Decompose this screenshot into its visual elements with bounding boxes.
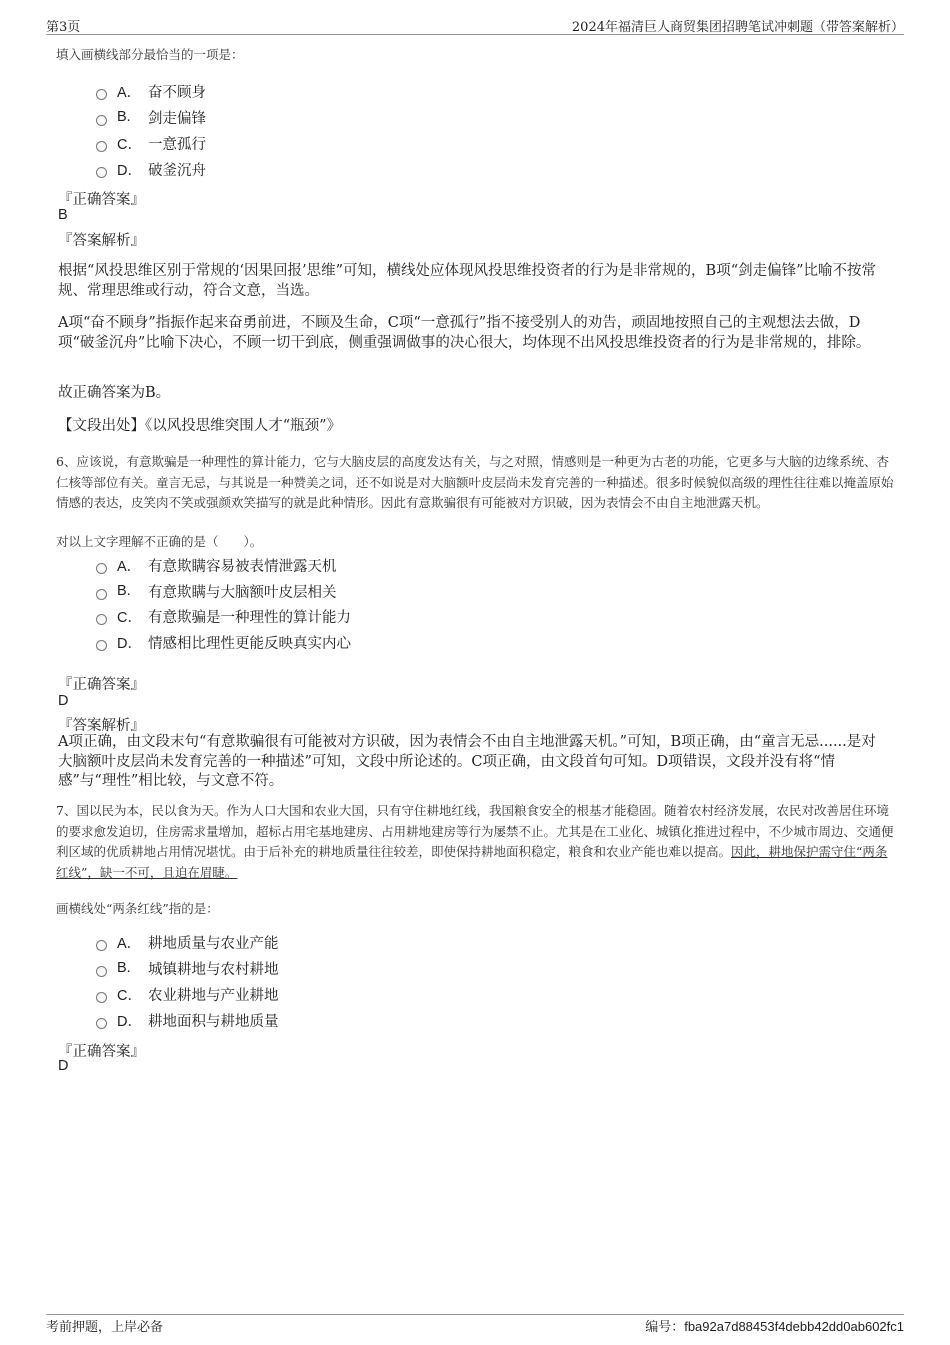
q5-option-d[interactable]: D． 破釜沉舟 <box>96 159 206 179</box>
q6-analysis-label: 『答案解析』 <box>58 718 145 734</box>
q6-analysis: A项正确，由文段末句“有意欺骗很有可能被对方识破，因为表情会不由自主地泄露天机。”可知，B项正确，由“童言无忌......是对大脑额叶皮层尚未发育完善的一种描述”可知，文段中所论述的。C项正确，由文段首句可知。D项错误，文段并没有将“情感”与“理性”相比较，与文意不符。 <box>58 734 876 789</box>
q5-option-a[interactable]: A． 奋不顾身 <box>96 81 206 101</box>
q5-analysis-p2: A项“奋不顾身”指振作起来奋勇前进，不顾及生命，C项“一意孤行”指不接受别人的劝告，顽固地按照自己的主观想法去做，D项“破釜沉舟”比喻下决心，不顾一切干到底，侧重强调做事的决心很大，均体现不出风投思维投资者的行为是非常规的，排除。 <box>58 315 871 351</box>
page-header <box>46 16 904 35</box>
q7-option-c[interactable]: C． 农业耕地与产业耕地 <box>96 984 279 1004</box>
document-id: 编号：fba92a7d88453f4debb42dd0ab602fc1 <box>645 1319 904 1334</box>
q6-answer-label: 『正确答案』 <box>58 677 145 693</box>
q5-source: 【文段出处】《以风投思维突围人才“瓶颈”》 <box>58 418 342 434</box>
q7-passage-text: 7、国以民为本，民以食为天。作为人口大国和农业大国，只有守住耕地红线，我国粮食安全的根基才能稳固。随着农村经济发展，农民对改善居住环境的要求愈发迫切，住房需求量增加，超标占用宅基地建房、占用耕地建房等行为屡禁不止。尤其是在工业化、城镇化推进过程中，不少城市周边、交通便利区域的优质耕地占用情况堪忧。由于后补充的耕地质量往往较差，即使保持耕地面积稳定，粮食和农业产能也难以提高。 <box>56 803 894 859</box>
radio-button[interactable] <box>96 966 107 977</box>
radio-button[interactable] <box>96 992 107 1003</box>
q6-question: 对以上文字理解不正确的是（ ）。 <box>56 534 263 549</box>
q5-analysis-p1: 根据“风投思维区别于常规的‘因果回报’思维”可知，横线处应体现风投思维投资者的行为是非常规的，B项“剑走偏锋”比喻不按常规、常理思维或行动，符合文意，当选。 <box>58 263 877 299</box>
q7-passage <box>56 801 896 883</box>
radio-button[interactable] <box>96 167 107 178</box>
radio-button[interactable] <box>96 563 107 574</box>
q7-underlined-sentence: 因此，耕地保护需守住“两条红线”，缺一不可，且迫在眉睫。 <box>56 844 888 880</box>
q5-analysis-label: 『答案解析』 <box>58 233 145 249</box>
q6-answer: D <box>58 693 69 709</box>
radio-button[interactable] <box>96 1018 107 1029</box>
footer-slogan: 考前押题，上岸必备 <box>46 1320 164 1335</box>
page-number: 第3页 <box>46 20 81 35</box>
q7-option-b[interactable]: B. 城镇耕地与农村耕地 <box>96 958 279 978</box>
q5-analysis-p3: 故正确答案为B。 <box>58 385 171 401</box>
document-title: 2024年福清巨人商贸集团招聘笔试冲刺题（带答案解析） <box>571 20 904 35</box>
radio-button[interactable] <box>96 614 107 625</box>
q6-option-c[interactable]: C． 有意欺骗是一种理性的算计能力 <box>96 606 351 626</box>
q6-option-d[interactable]: D． 情感相比理性更能反映真实内心 <box>96 632 351 652</box>
q7-answer-label: 『正确答案』 <box>58 1044 145 1060</box>
q6-passage: 6、应该说，有意欺骗是一种理性的算计能力，它与大脑皮层的高度发达有关，与之对照，情感则是一种更为古老的功能，它更多与大脑的边缘系统、杏仁核等部位有关。童言无忌，与其说是一种赞美之词，还不如说是对大脑额叶皮层尚未发育完善的一种描述。很多时候貌似高级的理性往往难以掩盖原始情感的表达，皮笑肉不笑或强颜欢笑描写的就是此种情形。因此有意欺骗很有可能被对方识破，因为表情会不由自主地泄露天机。 <box>56 454 894 510</box>
q6-option-a[interactable]: A． 有意欺瞒容易被表情泄露天机 <box>96 555 337 575</box>
radio-button[interactable] <box>96 115 107 126</box>
radio-button[interactable] <box>96 141 107 152</box>
q5-answer: B <box>58 207 68 223</box>
q7-answer: D <box>58 1058 69 1074</box>
q6-option-b[interactable]: B. 有意欺瞒与大脑额叶皮层相关 <box>96 581 337 601</box>
q5-answer-label: 『正确答案』 <box>58 192 145 208</box>
page-footer <box>46 1314 904 1335</box>
q5-option-c[interactable]: C． 一意孤行 <box>96 133 206 153</box>
radio-button[interactable] <box>96 640 107 651</box>
q7-option-a[interactable]: A． 耕地质量与农业产能 <box>96 932 279 952</box>
radio-button[interactable] <box>96 89 107 100</box>
q5-prompt: 填入画横线部分最恰当的一项是： <box>56 47 244 62</box>
q7-question: 画横线处“两条红线”指的是： <box>56 901 219 916</box>
radio-button[interactable] <box>96 589 107 600</box>
q7-option-d[interactable]: D． 耕地面积与耕地质量 <box>96 1010 279 1030</box>
q5-option-b[interactable]: B. 剑走偏锋 <box>96 107 206 127</box>
radio-button[interactable] <box>96 940 107 951</box>
